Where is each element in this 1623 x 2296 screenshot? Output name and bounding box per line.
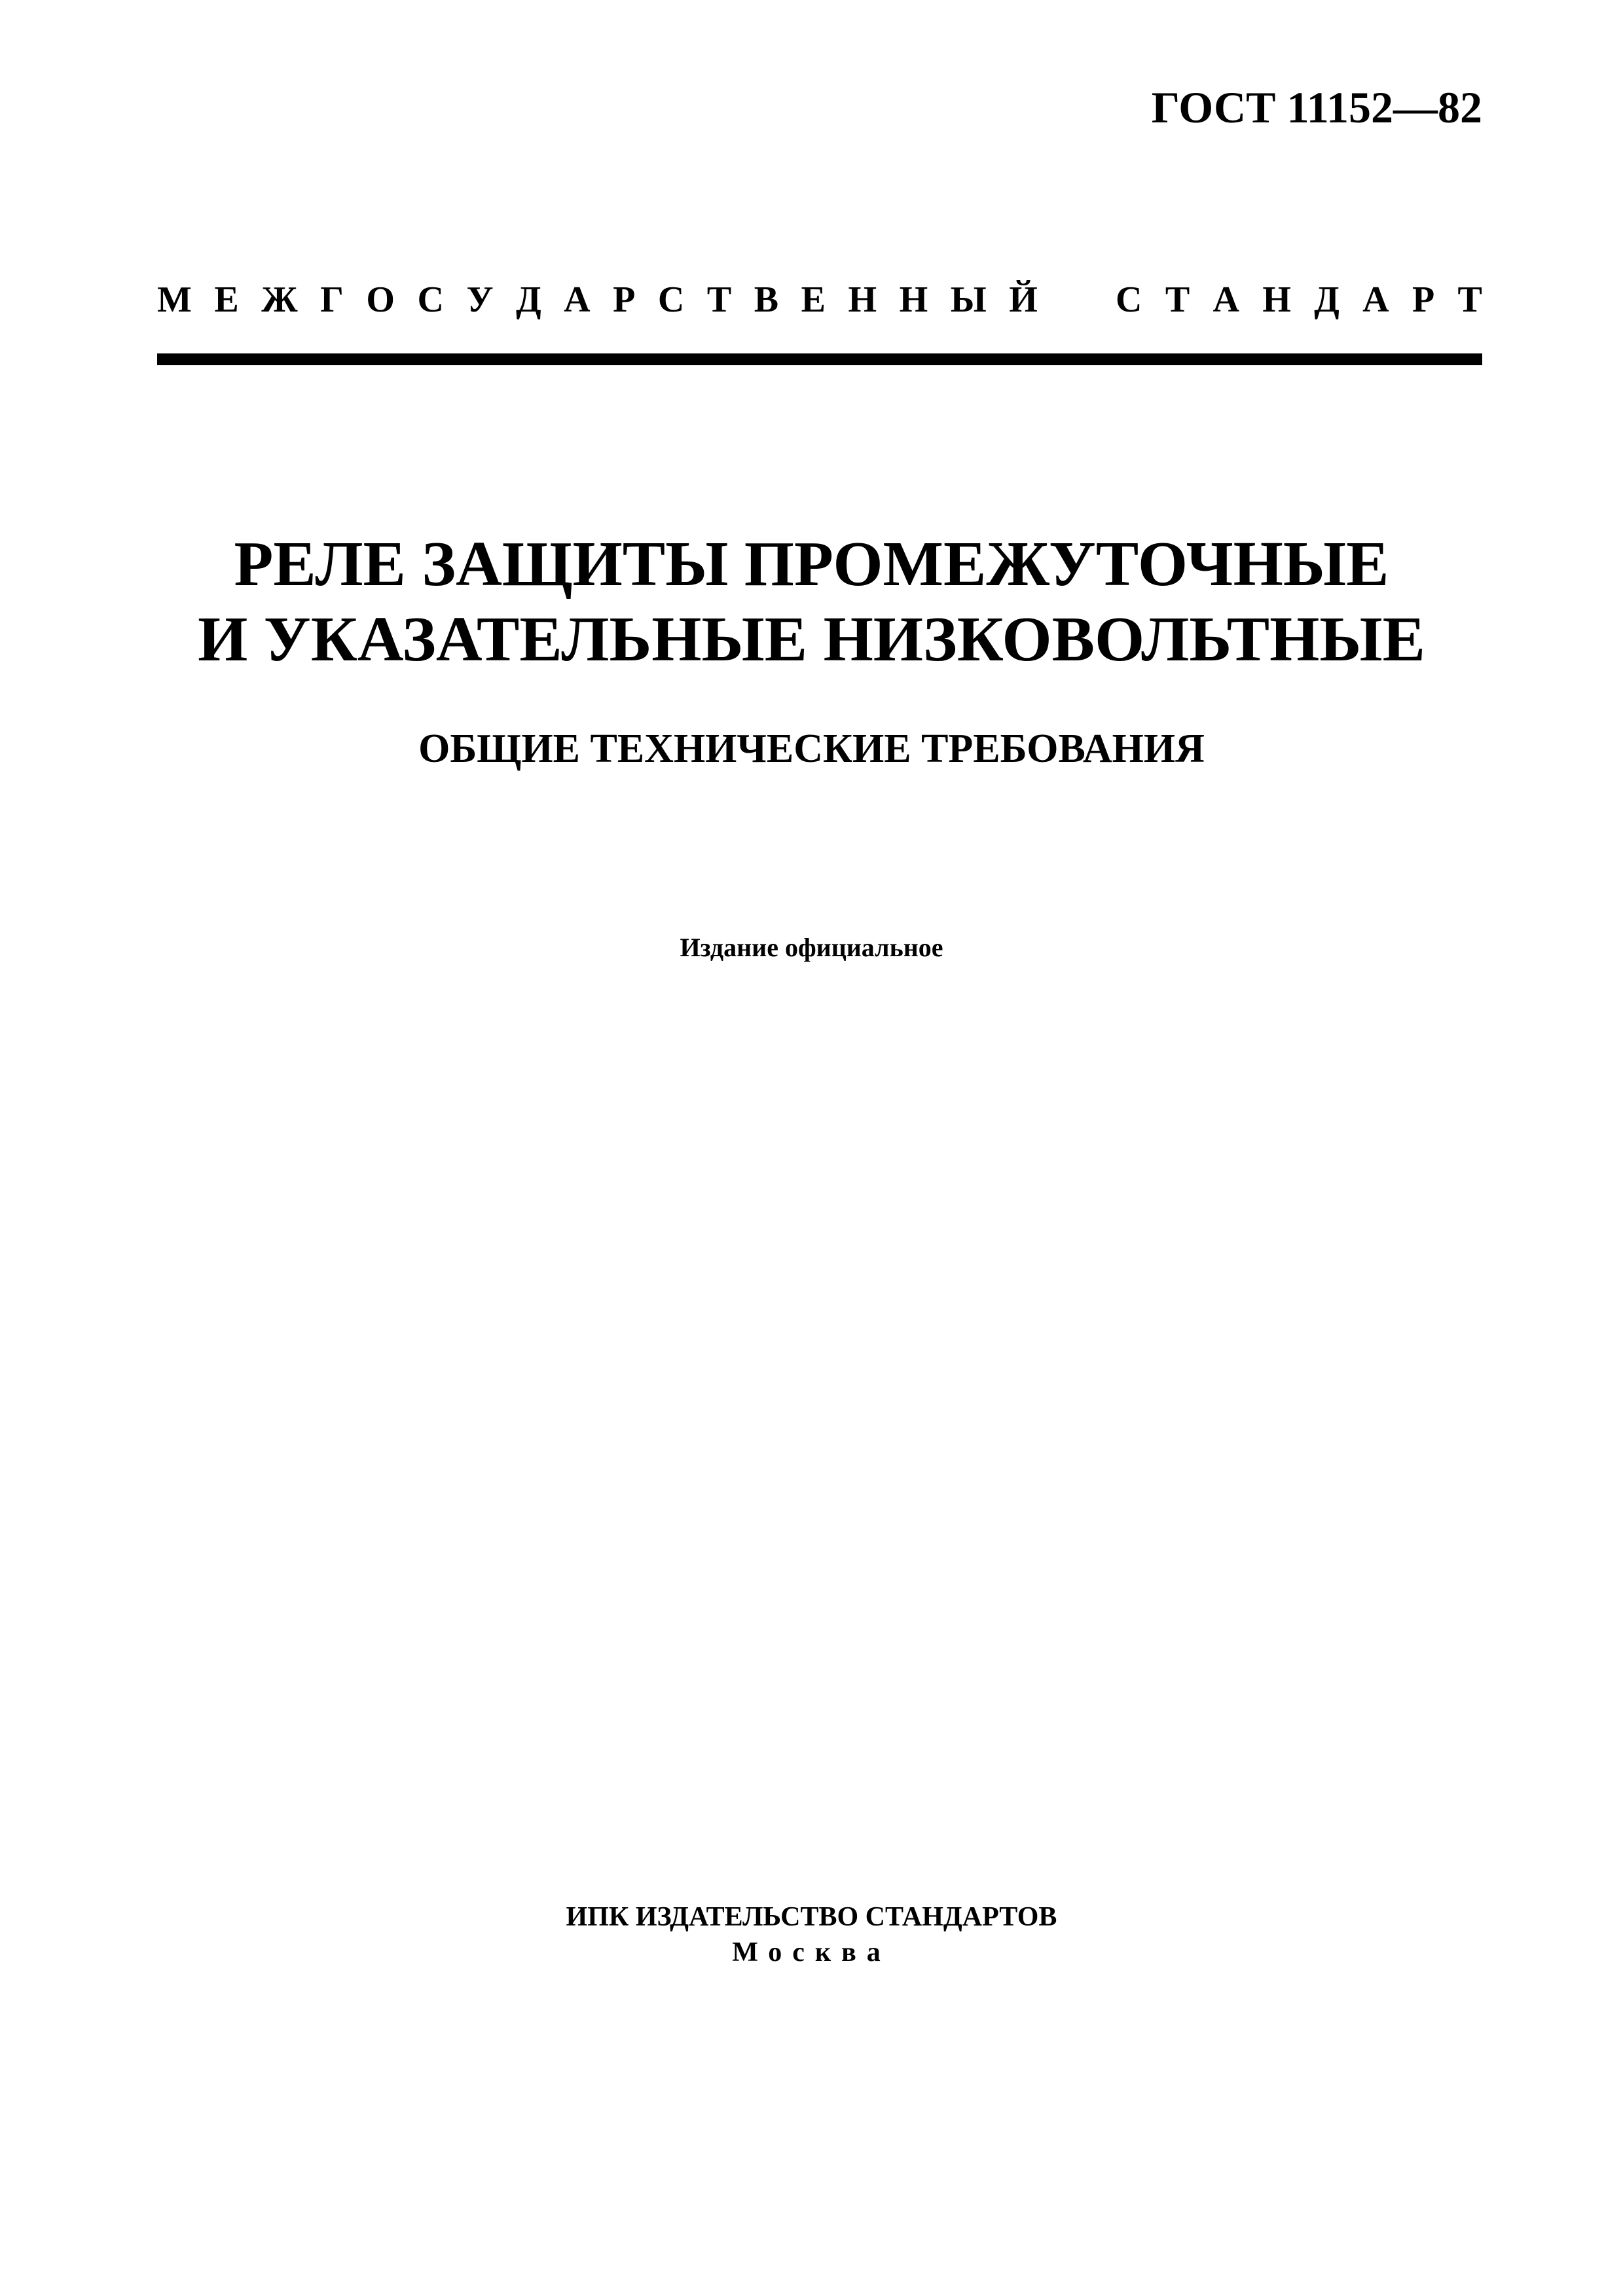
- series-word-1: [157, 281, 1038, 318]
- series-letter: Р: [1412, 279, 1435, 320]
- series-letter: У: [466, 279, 494, 320]
- series-letter: Т: [1457, 279, 1482, 320]
- title-line-2: И УКАЗАТЕЛЬНЫЕ НИЗКОВОЛЬТНЫЕ: [198, 604, 1425, 675]
- publisher-city: Москва: [732, 1937, 891, 1967]
- publisher-name: ИПК ИЗДАТЕЛЬСТВО СТАНДАРТОВ: [566, 1902, 1057, 1932]
- series-letter: Д: [1314, 279, 1340, 320]
- series-letter: Е: [801, 279, 826, 320]
- series-letter: Д: [516, 279, 541, 320]
- document-subtitle: ОБЩИЕ ТЕХНИЧЕСКИЕ ТРЕБОВАНИЯ: [418, 726, 1205, 771]
- series-letter: С: [657, 279, 685, 320]
- standard-number: ГОСТ 11152—82: [1151, 82, 1482, 132]
- edition-note: Издание официальное: [680, 933, 943, 962]
- series-letter: Е: [214, 279, 239, 320]
- series-letter: О: [366, 279, 395, 320]
- series-letter: Ж: [261, 279, 298, 320]
- series-letter: Н: [1262, 279, 1291, 320]
- title-line-1: РЕЛЕ ЗАЩИТЫ ПРОМЕЖУТОЧНЫЕ: [234, 529, 1389, 600]
- series-letter: А: [1362, 279, 1389, 320]
- document-title: [0, 527, 1623, 677]
- series-letter: Н: [848, 279, 877, 320]
- series-letter: А: [564, 279, 591, 320]
- series-letter: А: [1213, 279, 1239, 320]
- series-letter: Т: [706, 279, 732, 320]
- heading-rule: [157, 353, 1482, 365]
- series-letter: В: [754, 279, 779, 320]
- series-letter: Т: [1165, 279, 1190, 320]
- series-letter: Г: [320, 279, 344, 320]
- series-word-2: [1116, 281, 1482, 318]
- series-letter: Й: [1009, 279, 1038, 320]
- series-letter: М: [157, 279, 192, 320]
- series-letter: С: [417, 279, 444, 320]
- series-letter: Н: [899, 279, 928, 320]
- series-heading: [157, 281, 1482, 318]
- series-letter: Р: [613, 279, 636, 320]
- series-letter: Ы: [950, 279, 987, 320]
- series-letter: С: [1116, 279, 1142, 320]
